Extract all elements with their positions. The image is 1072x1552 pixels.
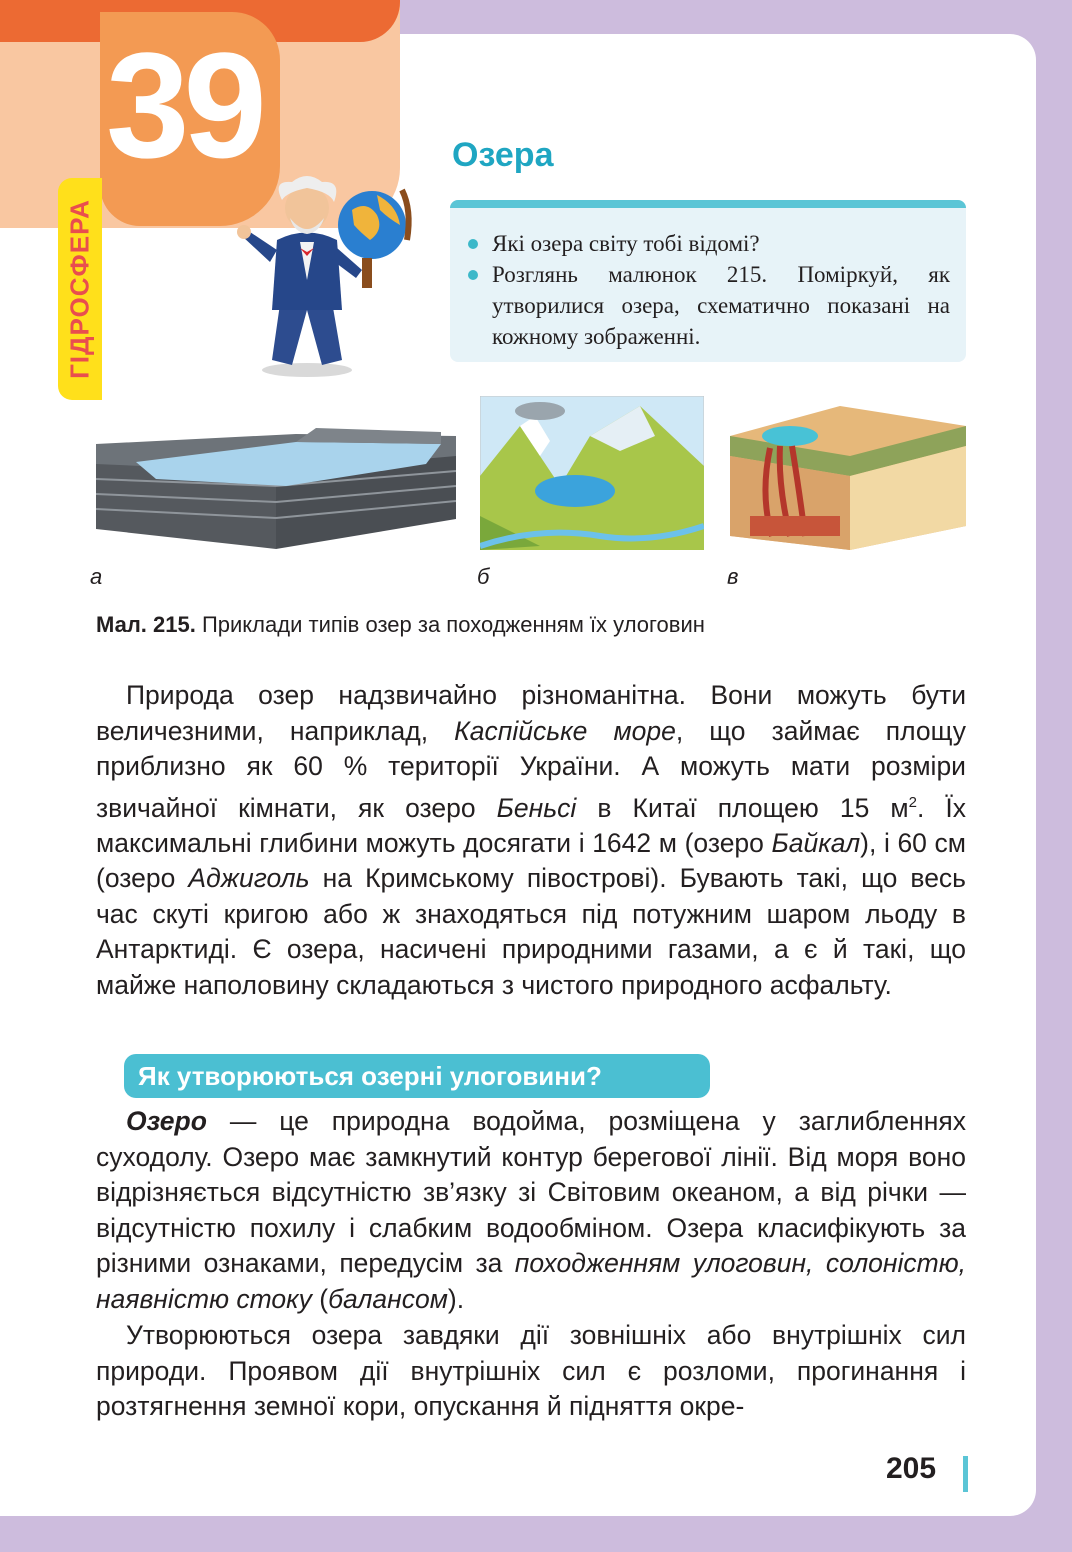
professor-illustration <box>212 170 422 380</box>
term-caspian: Каспійське море <box>454 715 676 746</box>
term-classification: походженням улоговин, солоністю, наявністю стоку <box>96 1248 966 1314</box>
page-title: Озера <box>452 136 554 174</box>
caption-text: Приклади типів озер за походженням їх улоговин <box>195 612 705 637</box>
figure-label-a: а <box>90 564 103 589</box>
question-item: Які озера світу тобі відомі? <box>466 228 950 259</box>
caption-number: Мал. 215. <box>96 612 196 637</box>
page-number: 205 <box>886 1452 937 1485</box>
page-number-bar <box>963 1456 968 1492</box>
figure-caption <box>96 612 705 638</box>
section-label: ГІДРОСФЕРА <box>64 199 95 379</box>
term-balance: балансом <box>328 1283 448 1314</box>
subheading: Як утворюються озерні улоговини? <box>124 1054 710 1098</box>
figure-label-b: б <box>477 564 490 589</box>
paragraph-lake-formation: Утворюються озера завдяки дії зовнішніх або внутрішніх сил природи. Проявом дії внутрішніх сил є розломи, прогинання і розтягнення земної кори, опускання й підняття окре- <box>96 1320 966 1421</box>
figure-a-tectonic-lake <box>96 424 456 554</box>
term-baikal: Байкал <box>771 827 861 858</box>
term-adzhyhol: Аджиголь <box>188 863 310 894</box>
questions-box <box>450 200 966 362</box>
paragraph-lake-diversity: Природа озер надзвичайно різноманітна. Вони можуть бути величезними, наприклад, Каспійське море, що займає площу приблизно як 60 % території України. А можуть мати розміри звичайної кімнати, як озеро Беньсі в Китаї площею 15 $м^2$. Їх максимальні глибини можуть досягати і 1642 м (озеро Байкал), і 60 см (озеро Аджиголь на Кримському півострові). Бувають такі, що весь час скуті кригою або ж знаходяться під потужним шаром льоду в Антарктиді. Є озера, насичені природними газами, а є й такі, що майже наполовину складаються з чистого природного асфальту. <box>96 680 967 1000</box>
lesson-number: 39 <box>106 21 261 189</box>
question-item: Розглянь малюнок 215. Поміркуй, як утворилися озера, схематично показані на кожному зображенні. <box>466 259 950 352</box>
paragraph-lake-definition: Озеро — це природна водойма, розміщена у заглибленнях суходолу. Озеро має замкнутий контур берегової лінії. Від моря воно відрізняється відсутністю зв’язку зі Світовим океаном, а від річки — відсутністю похилу і слабким водообміном. Озера класифікують за різними ознаками, передусім за походженням улоговин, солоністю, наявністю стоку (балансом). <box>96 1106 966 1314</box>
figure-b-glacial-lake <box>480 396 704 550</box>
figure-label-c: в <box>727 564 739 589</box>
figure-c-volcanic-lake <box>730 396 966 550</box>
term-lake: Озеро <box>126 1106 207 1136</box>
section-tab <box>58 178 102 400</box>
term-bensi: Беньсі <box>496 792 577 823</box>
